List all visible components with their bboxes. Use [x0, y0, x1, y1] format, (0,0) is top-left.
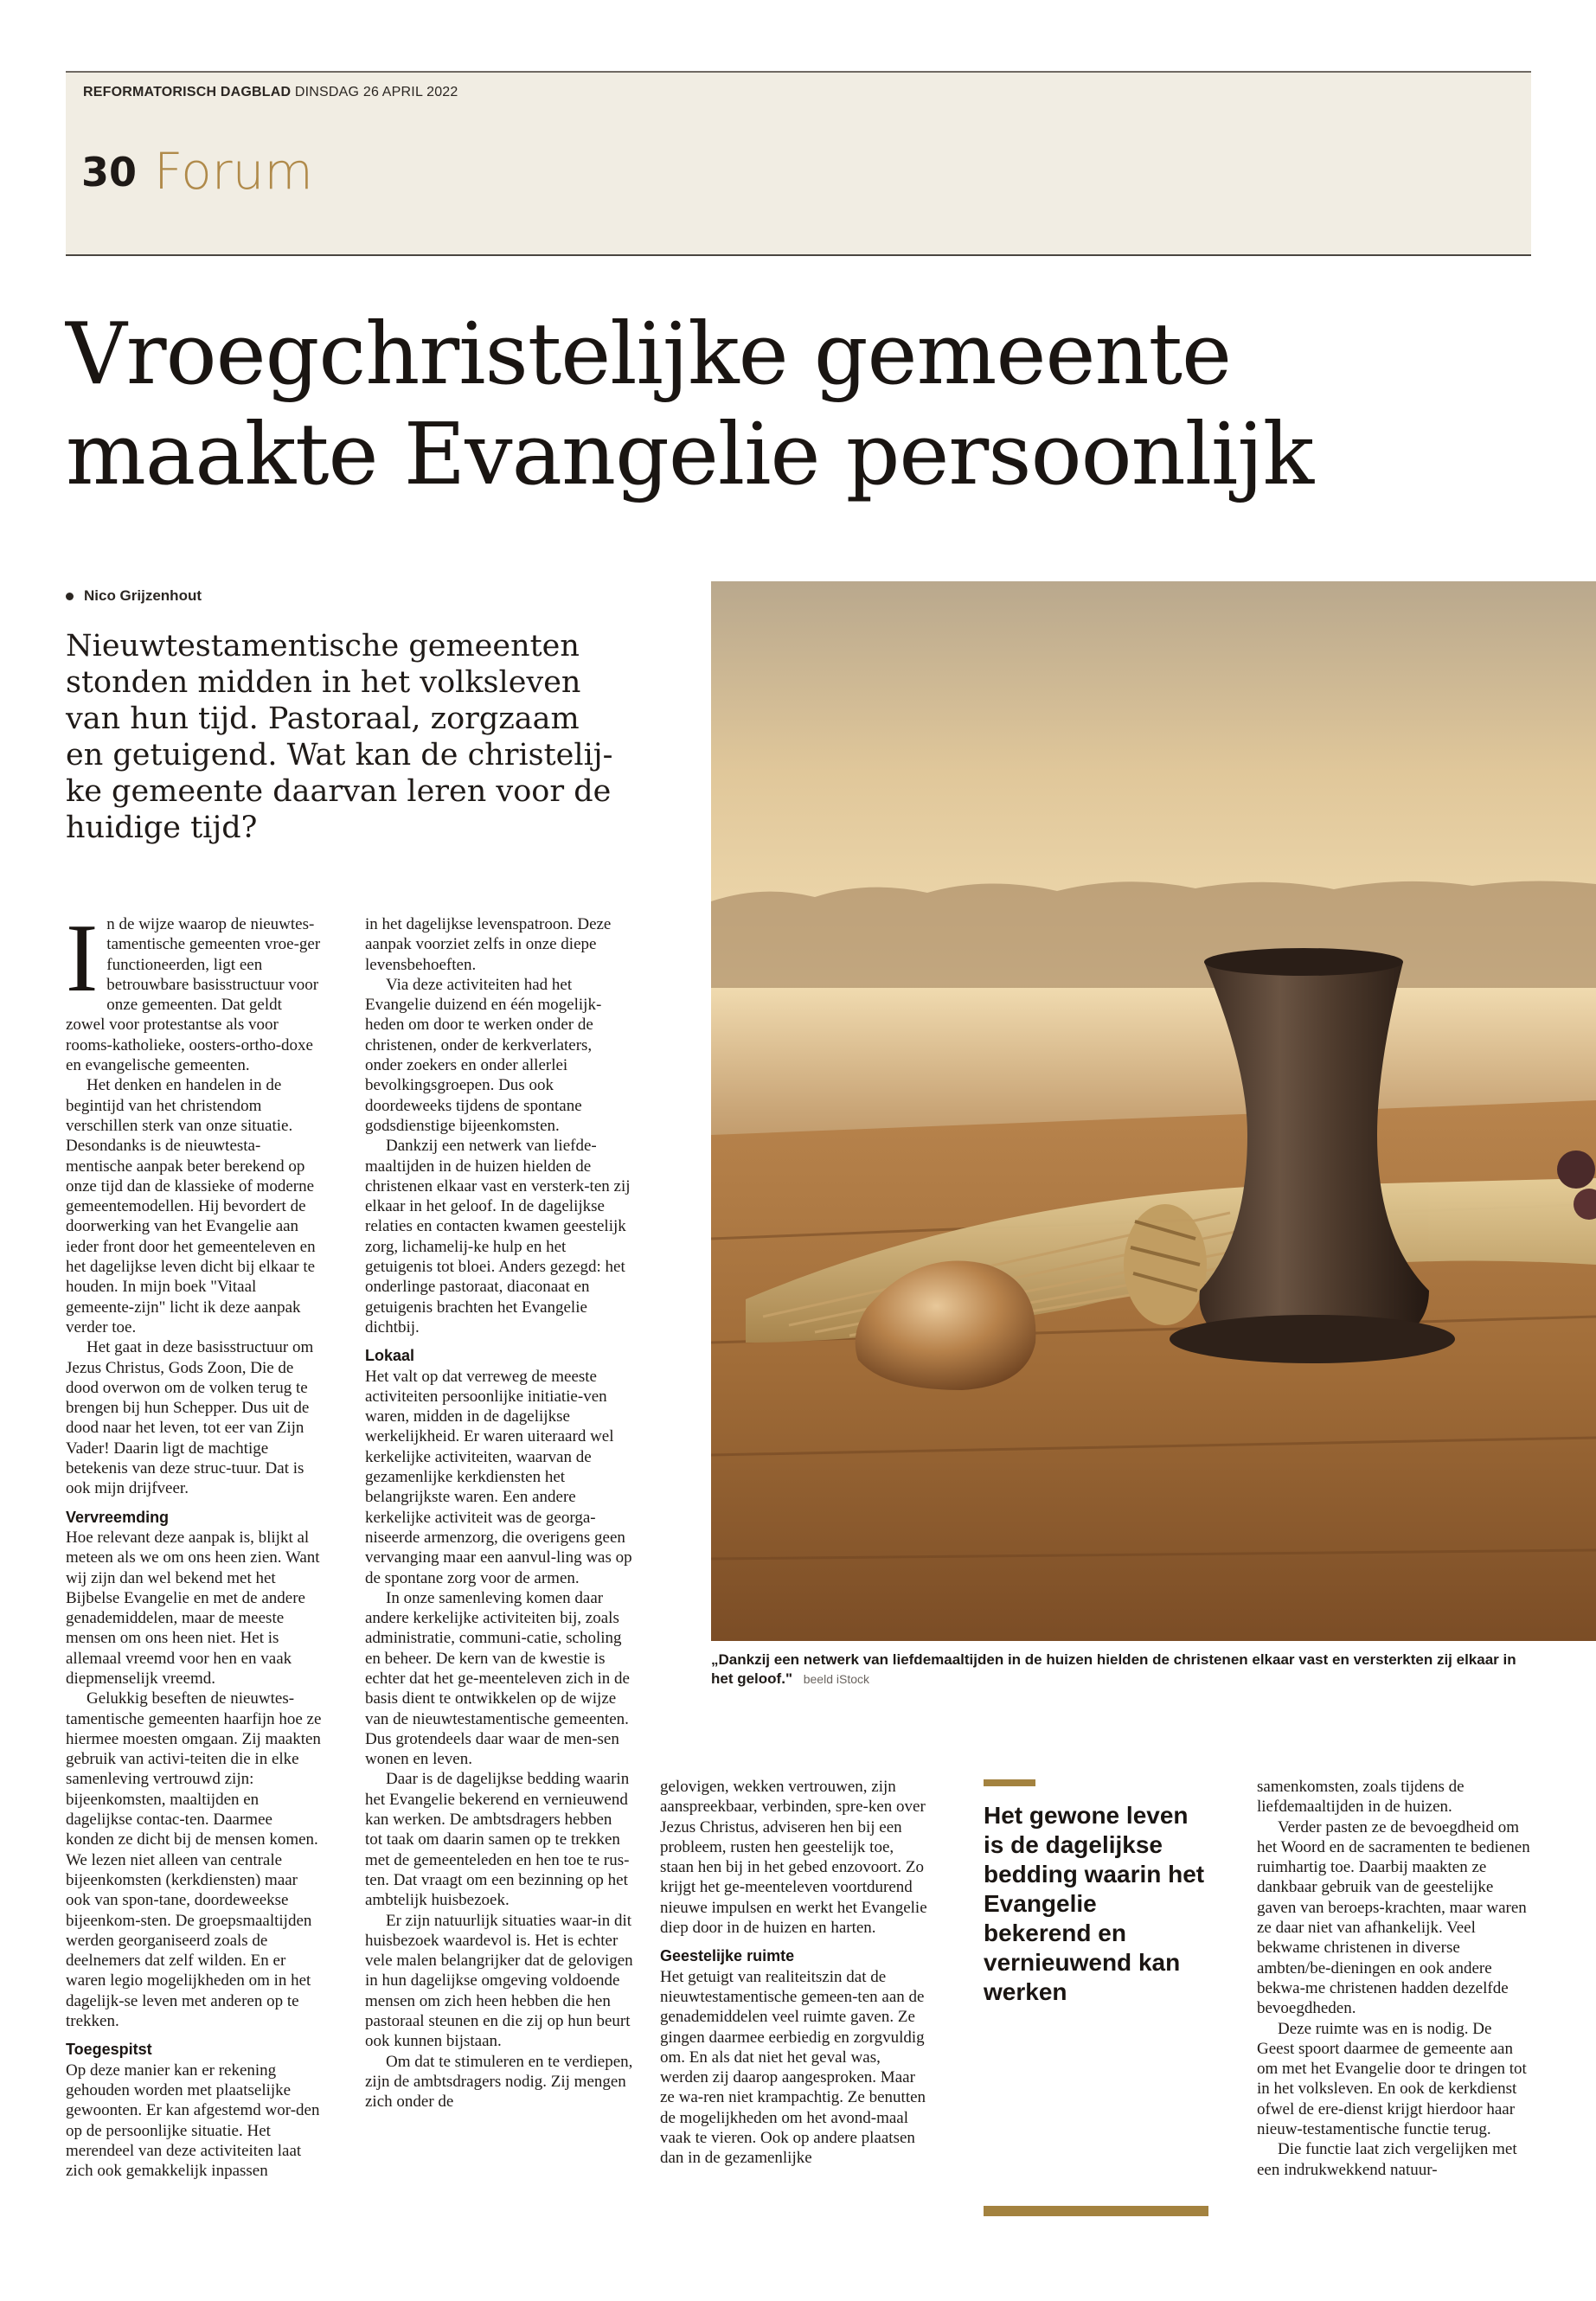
masthead — [66, 71, 1531, 256]
paragraph: Die functie laat zich vergelijken met een indrukwekkend natuur- — [1257, 2140, 1517, 2179]
paper-name: REFORMATORISCH DAGBLAD — [83, 85, 292, 99]
paragraph: Er zijn natuurlijk situaties waar-in dit huisbezoek waardevol is. Het is echter vele malen belangrijker dat de gelovigen in hun dagelijkse omgeving voldoende mensen om zich heen hebben die hen pastoraal steunen en die zij op hun beurt ook kunnen bijstaan. — [365, 1911, 633, 2051]
intro-line: stonden midden in het volksleven — [66, 665, 581, 700]
issue-date: DINSDAG 26 APRIL 2022 — [294, 85, 458, 99]
intro-lede — [66, 628, 619, 846]
pullquote-rule-bottom — [984, 2206, 1208, 2216]
intro-line: van hun tijd. Pastoraal, zorgzaam — [66, 702, 580, 736]
paragraph: Hoe relevant deze aanpak is, blijkt al meteen als we om ons heen zien. Want wij zijn dan wel bekend met het Bijbelse Evangelie en met de andere genademiddelen, maar de meeste mensen om ons heen niet. Het is allemaal vreemd voor hen en vaak diepmenselijk vreemd. — [66, 1528, 320, 1688]
paragraph: In onze samenleving komen daar andere kerkelijke activiteiten bij, zoals administratie, communi-catie, scholing en beheer. De kern van de kwestie is echter dat het ge-meenteleven zich in de basis dient te ontwikkelen op de wijze van de nieuwtestamentische gemeenten. Dus grotendeels daar waar de men-sen wonen en leven. — [365, 1588, 630, 1769]
paragraph: Het denken en handelen in de begintijd van het christendom verschillen sterk van onze situatie. Desondanks is de nieuwtesta-mentische aanpak beter berekend op onze tijd dan de klassieke of moderne gemeentemodellen. Hij bevordert de doorwerking van het Evangelie aan ieder front door het gemeenteleven en het dagelijkse leven dicht bij elkaar te houden. In mijn boek "Vitaal gemeente-zijn" licht ik deze aanpak verder toe. — [66, 1076, 316, 1336]
paragraph: Op deze manier kan er rekening gehouden worden met plaatselijke gewoonten. Er kan afgestemd wor-den op de persoonlijke situatie. Het merendeel van deze activiteiten laat zich ook gemakkelijk inpassen — [66, 2061, 320, 2181]
subheading: Vervreemding — [66, 1508, 170, 1526]
page-number: 30 — [81, 149, 138, 195]
paragraph: Verder pasten ze de bevoegdheid om het Woord en de sacramenten te bedienen ruimhartig toe. Daarbij maakten ze dankbaar gebruik van de geestelijke gaven van beroeps-krachten, maar waren ze daar niet van afhankelijk. Veel bekwame christenen in diverse ambten/be-dieningen en ook andere bekwa-me christenen hadden dezelfde bevoegdheden. — [1257, 1817, 1530, 2018]
photo-credit: beeld iStock — [803, 1672, 870, 1686]
paragraph: in het dagelijkse levenspatroon. Deze aanpak voorziet zelfs in onze diepe levensbehoeften. — [365, 915, 612, 974]
headline-line-2: maakte Evangelie persoonlijk — [66, 406, 1314, 504]
caption-text: „Dankzij een netwerk van liefdemaaltijden in de huizen hielden de christenen elkaar vast en versterkten zij elkaar in het geloof." — [711, 1651, 1516, 1687]
author-name: Nico Grijzenhout — [84, 587, 202, 604]
article-photo — [711, 581, 1596, 1641]
paragraph: samenkomsten, zoals tijdens de liefdemaaltijden in de huizen. — [1257, 1778, 1465, 1817]
section-title: Forum — [154, 142, 313, 201]
photo-caption — [711, 1650, 1533, 1689]
headline — [66, 304, 1536, 505]
byline — [66, 587, 202, 605]
bullet-icon — [66, 593, 74, 600]
paragraph: Via deze activiteiten had het Evangelie duizend en één mogelijk-heden om door te werken onder de christenen, onder de kerkverlaters, onder zoekers en onder allerlei bevolkingsgroepen. Dus ook doordeweeks tijdens de spontane godsdienstige bijeenkomsten. — [365, 975, 602, 1135]
paragraph: gelovigen, wekken vertrouwen, zijn aanspreekbaar, verbinden, spre-ken over Jezus Christus, adviseren hen bij een probleem, rusten hen geestelijk toe, staan hen bij in het gebed enzovoort. Zo krijgt het ge-meenteleven voortdurend nieuwe impulsen en werkt het Evangelie diep door in de huizen en harten. — [660, 1778, 927, 1938]
paper-date-line — [83, 85, 458, 100]
subheading: Lokaal — [365, 1347, 415, 1365]
article-column-4 — [1257, 1777, 1532, 2180]
pull-quote: Het gewone leven is de dagelijkse bedding waarin het Evangelie bekerend en vernieuwend kan werken — [984, 1802, 1205, 2005]
paragraph: Het getuigt van realiteitszin dat de nieuwtestamentische gemeen-ten aan de genademiddelen veel ruimte gaven. Ze gingen daarmee eerbiedig en zorgvuldig om. En als dat niet het geval was, werden zij daarop aangesproken. Maar ze wa-ren niet krampachtig. Ze benutten de mogelijkheden om het avond-maal vaak te vieren. Ook op andere plaatsen dan in de gezamenlijke — [660, 1967, 926, 2168]
article-column-2 — [365, 914, 633, 2112]
subheading: Toegespitst — [66, 2041, 152, 2059]
paragraph: Om dat te stimuleren en te verdiepen, zijn de ambtsdragers nodig. Zij mengen zich onder de — [365, 2052, 633, 2112]
intro-line: huidige tijd? — [66, 811, 258, 845]
bread-and-cup-photo — [711, 581, 1596, 1641]
drop-cap: I — [66, 905, 99, 1012]
subheading: Geestelijke ruimte — [660, 1947, 795, 1965]
intro-line: en getuigend. Wat kan de christelij- — [66, 738, 613, 772]
paragraph: Dankzij een netwerk van liefde-maaltijden in de huizen hielden de christenen elkaar vast en versterk-ten zij elkaar in het geloof. In de dagelijkse relaties en contacten kwamen geestelijk zorg, lichamelij-ke hulp en het getuigenis tot bloei. Anders gezegd: het onderlinge pastoraat, diaconaat en getuigenis brachten het Evangelie dichtbij. — [365, 1137, 631, 1336]
article-column-1 — [66, 905, 322, 2181]
headline-line-1: Vroegchristelijke gemeente — [66, 305, 1231, 404]
paragraph: Daar is de dagelijkse bedding waarin het Evangelie bekerend en vernieuwend kan werken. De ambtsdragers hebben tot taak om daarin samen op te trekken met de gemeenteleden en hen toe te rus-ten. Dat vraagt om een bezinning op het ambtelijk huisbezoek. — [365, 1770, 630, 1910]
pullquote-rule-top — [984, 1779, 1035, 1786]
paragraph: Het gaat in deze basisstructuur om Jezus Christus, Gods Zoon, Die de dood overwon om de volken terug te brengen bij hun Schepper. Dus uit de dood naar het leven, tot eer van Zijn Vader! Daarin ligt de machtige betekenis van deze struc-tuur. Dat is ook mijn drijfveer. — [66, 1338, 314, 1498]
paragraph: Het valt op dat verreweg de meeste activiteiten persoonlijke initiatie-ven waren, midden in de dagelijkse werkelijkheid. Er waren uiteraard wel kerkelijke activiteiten, waarvan de gezamenlijke kerkdiensten het belangrijkste waren. Een andere kerkelijke activiteit was de georga-niseerde armenzorg, die overigens geen vervanging maar een aanvul-ling was op de spontane zorg voor de armen. — [365, 1367, 632, 1587]
intro-line: ke gemeente daarvan leren voor de — [66, 774, 612, 809]
paragraph: Deze ruimte was en is nodig. De Geest spoort daarmee de gemeente aan om met het Evangelie door te dringen tot in het volksleven. En ook de kerkdienst ofwel de ere-dienst krijgt hierdoor haar nieuw-testamentische functie terug. — [1257, 2019, 1527, 2139]
intro-line: Nieuwtestamentische gemeenten — [66, 629, 580, 663]
paragraph: Gelukkig beseften de nieuwtes-tamentische gemeenten haarfijn hoe ze hiermee moesten omgaan. Zij maakten gebruik van activi-teiten die in elke samenleving vertrouwd zijn: bijeenkomsten, maaltijden en dagelijkse contac-ten. Daarmee konden ze dicht bij de mensen komen. We lezen niet alleen van centrale bijeenkomsten (kerkdiensten) maar ook van spon-tane, doordeweekse bijeenkom-sten. De groepsmaaltijden werden georganiseerd zoals de deelnemers dat zelf wilden. En er waren legio mogelijkheden om in het dagelijk-se leven met anderen op te trekken. — [66, 1689, 322, 2031]
paragraph: n de wijze waarop de nieuwtes-tamentische gemeenten vroe-ger functioneerden, ligt een betrouwbare basisstructuur voor onze gemeenten. Dat geldt zowel voor protestantse als voor rooms-katholieke, oosters-ortho-doxe en evangelische gemeenten. — [66, 915, 321, 1075]
article-column-3 — [660, 1777, 928, 2169]
